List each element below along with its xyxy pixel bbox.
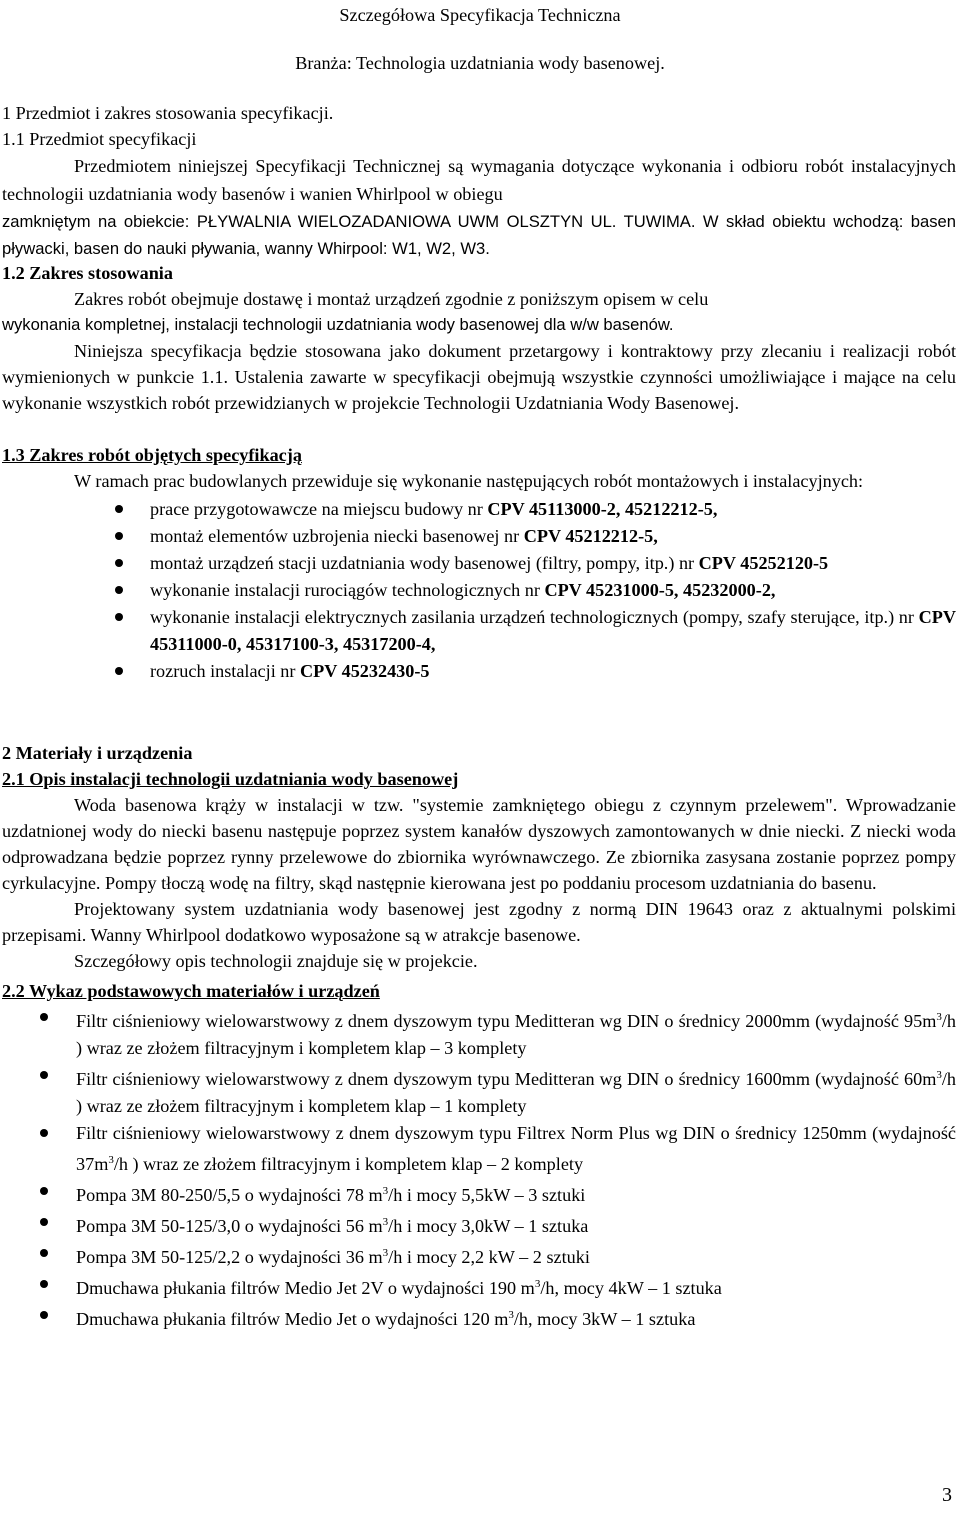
section-1-2-paragraph-b: wykonania kompletnej, instalacji technologii uzdatniania wody basenowej dla w/w basenów.: [2, 315, 674, 334]
materials-list-item: [2, 1240, 956, 1271]
works-item-text: wykonanie instalacji elektrycznych zasilania urządzeń technologicznych (pompy, szafy sterujące, itp.) nr: [150, 607, 919, 627]
works-item-cpv: CPV 45212212-5,: [523, 526, 658, 546]
bullet-icon: [40, 1218, 48, 1226]
section-2-1-paragraph-3: Szczegółowy opis technologii znajduje się w projekcie.: [74, 951, 478, 971]
page-number: 3: [942, 1484, 952, 1506]
material-superscript: 3: [382, 1185, 389, 1198]
works-list-item: [2, 604, 956, 658]
material-text: Dmuchawa płukania filtrów Medio Jet o wydajności 120 m: [76, 1309, 509, 1330]
materials-list-item: [2, 1004, 956, 1062]
material-text-rest: /h i mocy 2,2 kW – 2 sztuki: [388, 1247, 590, 1268]
works-item-text: montaż urządzeń stacji uzdatniania wody basenowej (filtry, pompy, itp.) nr: [150, 553, 699, 573]
material-text-rest: /h, mocy 4kW – 1 sztuka: [540, 1278, 722, 1299]
section-1: [2, 100, 956, 262]
material-text: Pompa 3M 80-250/5,5 o wydajności 78 m: [76, 1185, 383, 1206]
section-1-1-heading: 1.1 Przedmiot specyfikacji: [2, 129, 197, 149]
document-title: Szczegółowa Specyfikacja Techniczna: [339, 5, 621, 25]
works-list: [2, 496, 956, 685]
materials-list-item: [2, 1209, 956, 1240]
section-1-2: [2, 260, 956, 416]
materials-list: [2, 1004, 956, 1334]
bullet-icon: [115, 532, 123, 540]
material-text: Filtr ciśnieniowy wielowarstwowy z dnem dyszowym typu Meditteran wg DIN o średnicy 1600mm (wydajność 60m: [76, 1069, 937, 1090]
material-superscript: 3: [508, 1309, 514, 1322]
material-superscript: 3: [382, 1216, 389, 1229]
bullet-icon: [115, 505, 123, 513]
works-list-item: [2, 550, 956, 577]
section-1-2-paragraph-2: Niniejsza specyfikacja będzie stosowana jako dokument przetargowy i kontraktowy przy zlecaniu i realizacji robót wymienionych w punkcie 1.1. Ustalenia zawarte w specyfikacji obejmują wszystkie czynności umożliwiające i mające na celu wykonanie wszystkich robót przewidzianych w projekcie Technologii Uzdatniania Wody Basenowej.: [2, 341, 956, 413]
section-1-3-paragraph: W ramach prac budowlanych przewiduje się wykonanie następujących robót montażowych i instalacyjnych:: [74, 471, 864, 491]
section-1-1-paragraph: Przedmiotem niniejszej Specyfikacji Technicznej są wymagania dotyczące wykonania i odbioru robót instalacyjnych technologii uzdatniania wody basenów i wanien Whirlpool w obiegu: [2, 156, 956, 204]
works-list-item: [2, 577, 956, 604]
material-superscript: 3: [534, 1278, 541, 1291]
works-item-cpv: CPV 45252120-5: [698, 553, 829, 573]
materials-list-item: [2, 1271, 956, 1302]
works-item-cpv: CPV 45231000-5, 45232000-2,: [544, 580, 776, 600]
works-list-item: [2, 523, 956, 550]
materials-list-item: [2, 1062, 956, 1120]
section-1-1-object-paragraph: zamkniętym na obiekcie: PŁYWALNIA WIELOZADANIOWA UWM OLSZTYN UL. TUWIMA. W skład obiektu wchodzą: basen pływacki, basen do nauki pływania, wanny Whirpool: W1, W2, W3.: [2, 212, 956, 258]
bullet-icon: [40, 1249, 48, 1257]
works-list-item: [2, 496, 956, 523]
works-item-text: prace przygotowawcze na miejscu budowy nr: [150, 499, 488, 519]
materials-list-item: [2, 1302, 956, 1333]
material-text: Pompa 3M 50-125/2,2 o wydajności 36 m: [76, 1247, 383, 1268]
works-item-text: rozruch instalacji nr: [150, 661, 300, 681]
bullet-icon: [115, 613, 123, 621]
material-text-rest: /h i mocy 3,0kW – 1 sztuka: [388, 1216, 589, 1237]
material-superscript: 3: [936, 1069, 942, 1082]
material-text: Filtr ciśnieniowy wielowarstwowy z dnem dyszowym typu Filtrex Norm Plus wg DIN o średnicy 1250mm (wydajność 37m: [76, 1123, 956, 1175]
bullet-icon: [40, 1280, 48, 1288]
bullet-icon: [115, 667, 123, 675]
materials-list-item: [2, 1178, 956, 1209]
material-text-rest: /h ) wraz ze złożem filtracyjnym i kompletem klap – 1 komplety: [76, 1069, 956, 1117]
section-1-3-heading: 1.3 Zakres robót objętych specyfikacją: [2, 445, 302, 465]
materials-list-item: [2, 1120, 956, 1178]
section-2: [2, 740, 956, 1334]
bullet-icon: [40, 1129, 48, 1137]
bullet-icon: [40, 1071, 48, 1079]
material-text-rest: /h ) wraz ze złożem filtracyjnym i kompletem klap – 2 komplety: [113, 1154, 584, 1175]
material-text-rest: /h ) wraz ze złożem filtracyjnym i kompletem klap – 3 komplety: [76, 1011, 956, 1059]
works-list-item: [2, 658, 956, 685]
bullet-icon: [40, 1187, 48, 1195]
section-2-2-heading: 2.2 Wykaz podstawowych materiałów i urządzeń: [2, 981, 380, 1001]
section-2-1-paragraph-1: Woda basenowa krąży w instalacji w tzw. "systemie zamkniętego obiegu z czynnym przelewem". Wprowadzanie uzdatnionej wody do niecki basenu następuje poprzez system kanałów dyszowych zamontowanych w dnie niecki. Z niecki woda odprowadzana będzie poprzez rynny przelewowe do zbiornika wyrównawczego. Ze zbiornika zasysana zostanie poprzez pompy cyrkulacyjne. Pompy tłoczą wodę na filtry, skąd następnie kierowana jest po poddaniu procesom uzdatniania do basenu.: [2, 795, 956, 893]
section-1-2-heading: 1.2 Zakres stosowania: [2, 263, 173, 283]
document-branch: Branża: Technologia uzdatniania wody basenowej.: [295, 53, 665, 73]
material-text: Pompa 3M 50-125/3,0 o wydajności 56 m: [76, 1216, 383, 1237]
works-item-cpv: CPV 45232430-5: [300, 661, 430, 681]
section-1-3: [2, 442, 956, 685]
section-2-1-heading: 2.1 Opis instalacji technologii uzdatniania wody basenowej: [2, 769, 459, 789]
section-1-2-paragraph-a: Zakres robót obejmuje dostawę i montaż urządzeń zgodnie z poniższym opisem w celu: [74, 289, 709, 309]
section-1-heading: 1 Przedmiot i zakres stosowania specyfikacji.: [2, 103, 334, 123]
material-text-rest: /h i mocy 5,5kW – 3 sztuki: [388, 1185, 586, 1206]
material-superscript: 3: [936, 1011, 942, 1023]
works-item-cpv: CPV 45311000-0, 45317100-3, 45317200-4,: [150, 607, 956, 654]
works-item-text: wykonanie instalacji rurociągów technologicznych nr: [150, 580, 545, 600]
section-2-1-paragraph-2: Projektowany system uzdatniania wody basenowej jest zgodny z normą DIN 19643 oraz z aktualnymi polskimi przepisami. Wanny Whirlpool dodatkowo wyposażone są w atrakcje basenowe.: [2, 899, 956, 945]
material-superscript: 3: [382, 1247, 389, 1260]
bullet-icon: [115, 586, 123, 594]
works-item-cpv: CPV 45113000-2, 45212212-5,: [487, 499, 718, 519]
bullet-icon: [115, 559, 123, 567]
material-text: Filtr ciśnieniowy wielowarstwowy z dnem dyszowym typu Meditteran wg DIN o średnicy 2000mm (wydajność 95m: [76, 1011, 937, 1032]
section-2-heading: 2 Materiały i urządzenia: [2, 743, 193, 763]
material-text: Dmuchawa płukania filtrów Medio Jet 2V o wydajności 190 m: [76, 1278, 535, 1299]
works-item-text: montaż elementów uzbrojenia niecki basenowej nr: [150, 526, 524, 546]
bullet-icon: [40, 1013, 48, 1021]
material-text-rest: /h, mocy 3kW – 1 sztuka: [513, 1309, 696, 1330]
material-superscript: 3: [108, 1154, 114, 1167]
bullet-icon: [40, 1311, 48, 1319]
